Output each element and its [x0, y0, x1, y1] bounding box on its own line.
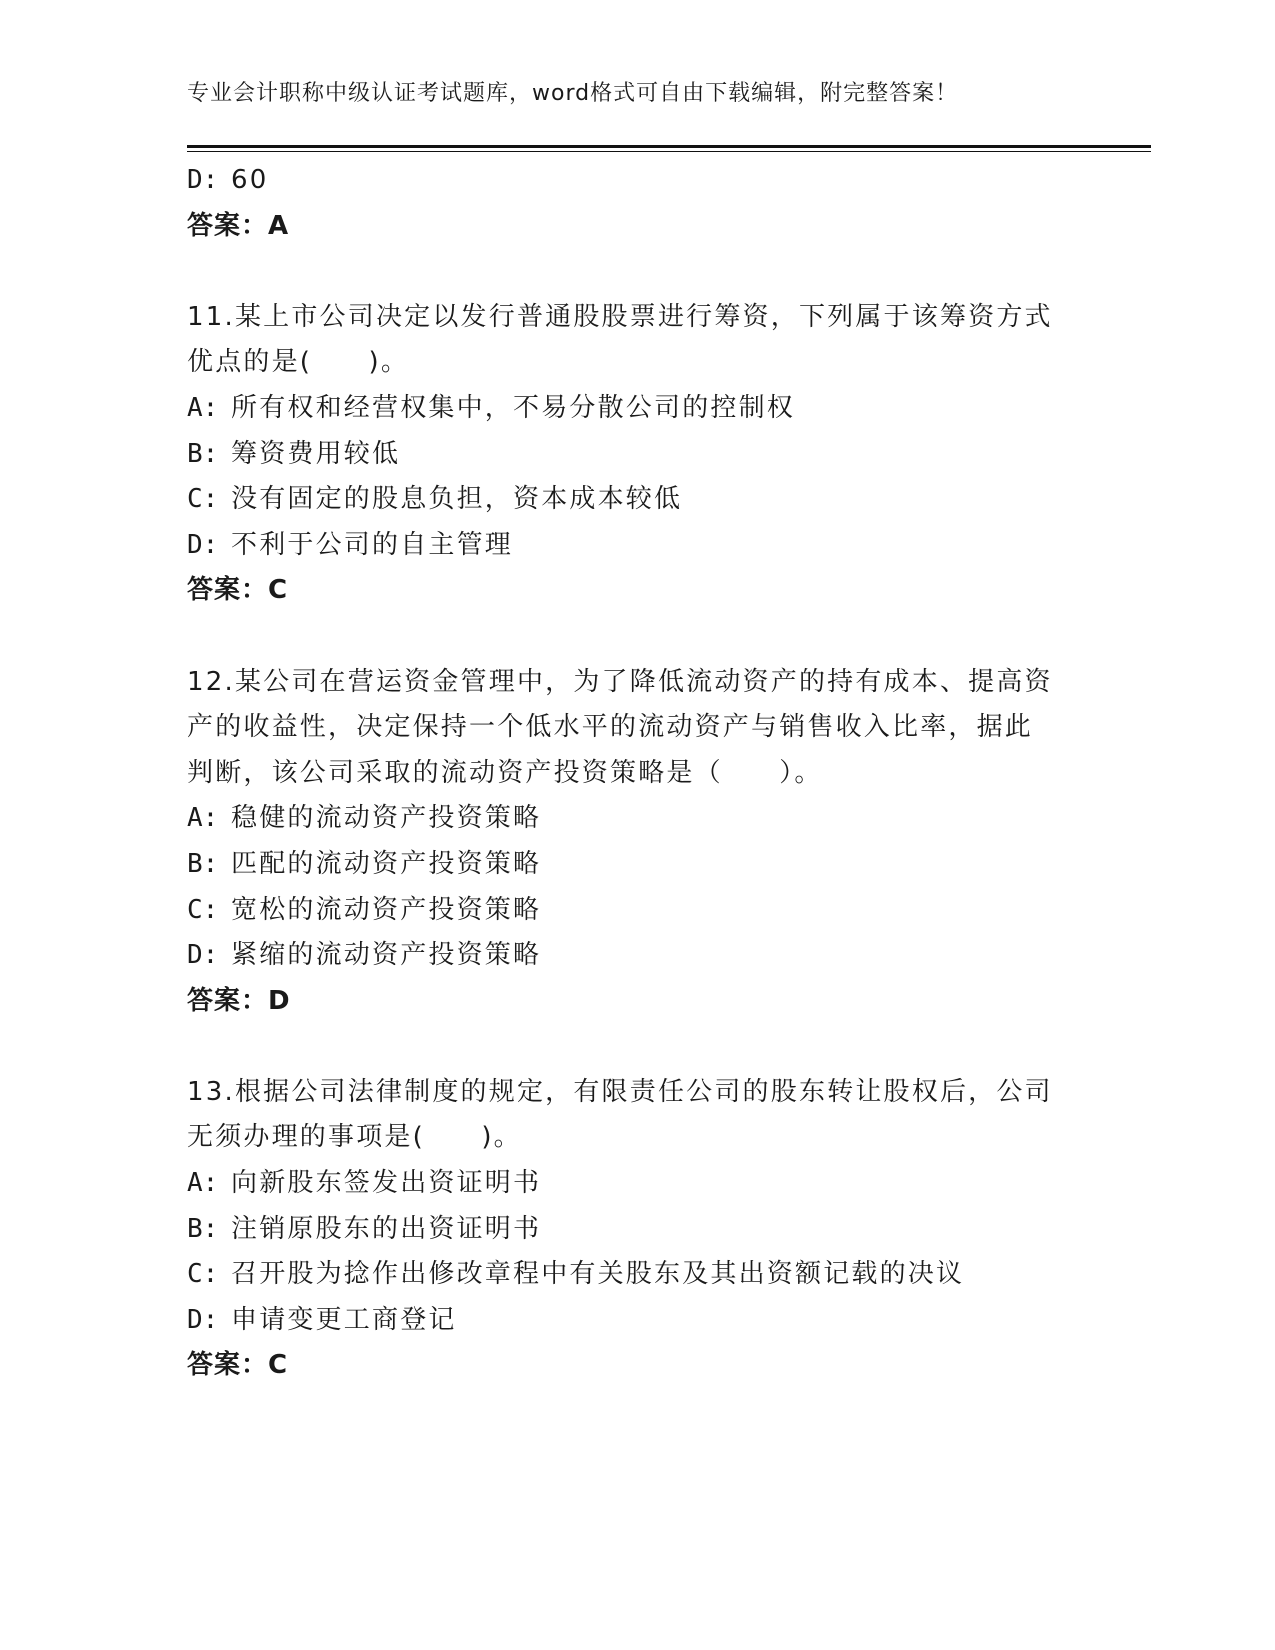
option-label: C:: [187, 1259, 219, 1290]
prev-option-d: [187, 158, 1087, 204]
answer: 答案：C: [187, 575, 289, 606]
option-d: [187, 1298, 1087, 1344]
option-d: [187, 933, 1087, 979]
question-stem-line: 产的收益性，决定保持一个低水平的流动资产与销售收入比率，据此: [187, 712, 1034, 743]
option-text: 宽松的流动资产投资策略: [231, 894, 542, 925]
option-a: [187, 1161, 1087, 1207]
header-rule-thin: [187, 151, 1151, 152]
option-label: C:: [187, 484, 219, 515]
option-b: [187, 842, 1087, 888]
option-label: A:: [187, 1168, 219, 1199]
option-c: [187, 477, 1087, 523]
option-label: D:: [187, 165, 219, 195]
option-text: 不利于公司的自主管理: [231, 529, 514, 560]
option-c: [187, 888, 1087, 934]
option-text: 紧缩的流动资产投资策略: [231, 940, 542, 971]
question-stem-line: 12.某公司在营运资金管理中，为了降低流动资产的持有成本、提高资: [187, 666, 1053, 697]
option-text: 60: [231, 165, 269, 195]
spacer: [187, 614, 1087, 660]
option-label: C:: [187, 894, 219, 925]
option-text: 注销原股东的出资证明书: [231, 1213, 542, 1244]
answer: 答案：C: [187, 1350, 289, 1381]
question-13: [187, 1070, 1087, 1389]
option-label: B:: [187, 1213, 219, 1244]
option-b: [187, 1207, 1087, 1253]
question-12: [187, 660, 1087, 1025]
question-stem-line: 无须办理的事项是( )。: [187, 1122, 522, 1153]
answer: 答案：D: [187, 985, 291, 1016]
spacer: [187, 249, 1087, 295]
document-body: [187, 158, 1087, 1389]
option-label: B:: [187, 438, 219, 469]
question-stem-line: 11.某上市公司决定以发行普通股股票进行筹资，下列属于该筹资方式: [187, 301, 1053, 332]
option-text: 召开股为捻作出修改章程中有关股东及其出资额记载的决议: [231, 1259, 965, 1290]
option-text: 没有固定的股息负担，资本成本较低: [231, 484, 683, 515]
option-label: D:: [187, 1304, 219, 1335]
option-label: D:: [187, 529, 219, 560]
question-stem-line: 判断，该公司采取的流动资产投资策略是（ ）。: [187, 757, 823, 788]
option-c: [187, 1252, 1087, 1298]
option-text: 所有权和经营权集中，不易分散公司的控制权: [231, 392, 796, 423]
option-text: 稳健的流动资产投资策略: [231, 803, 542, 834]
option-text: 申请变更工商登记: [231, 1304, 457, 1335]
option-d: [187, 523, 1087, 569]
question-stem-line: 13.根据公司法律制度的规定，有限责任公司的股东转让股权后，公司: [187, 1076, 1053, 1107]
option-b: [187, 432, 1087, 478]
page-header: 专业会计职称中级认证考试题库，word格式可自由下载编辑，附完整答案！: [187, 81, 959, 106]
header-rule-thick: [187, 145, 1151, 148]
question-11: [187, 295, 1087, 614]
option-text: 匹配的流动资产投资策略: [231, 848, 542, 879]
option-label: D:: [187, 940, 219, 971]
option-text: 向新股东签发出资证明书: [231, 1168, 542, 1199]
option-label: A:: [187, 392, 219, 423]
spacer: [187, 1024, 1087, 1070]
option-label: B:: [187, 848, 219, 879]
option-label: A:: [187, 803, 219, 834]
prev-answer: 答案：A: [187, 210, 290, 241]
option-text: 筹资费用较低: [231, 438, 401, 469]
question-stem-line: 优点的是( )。: [187, 347, 410, 378]
option-a: [187, 796, 1087, 842]
option-a: [187, 386, 1087, 432]
